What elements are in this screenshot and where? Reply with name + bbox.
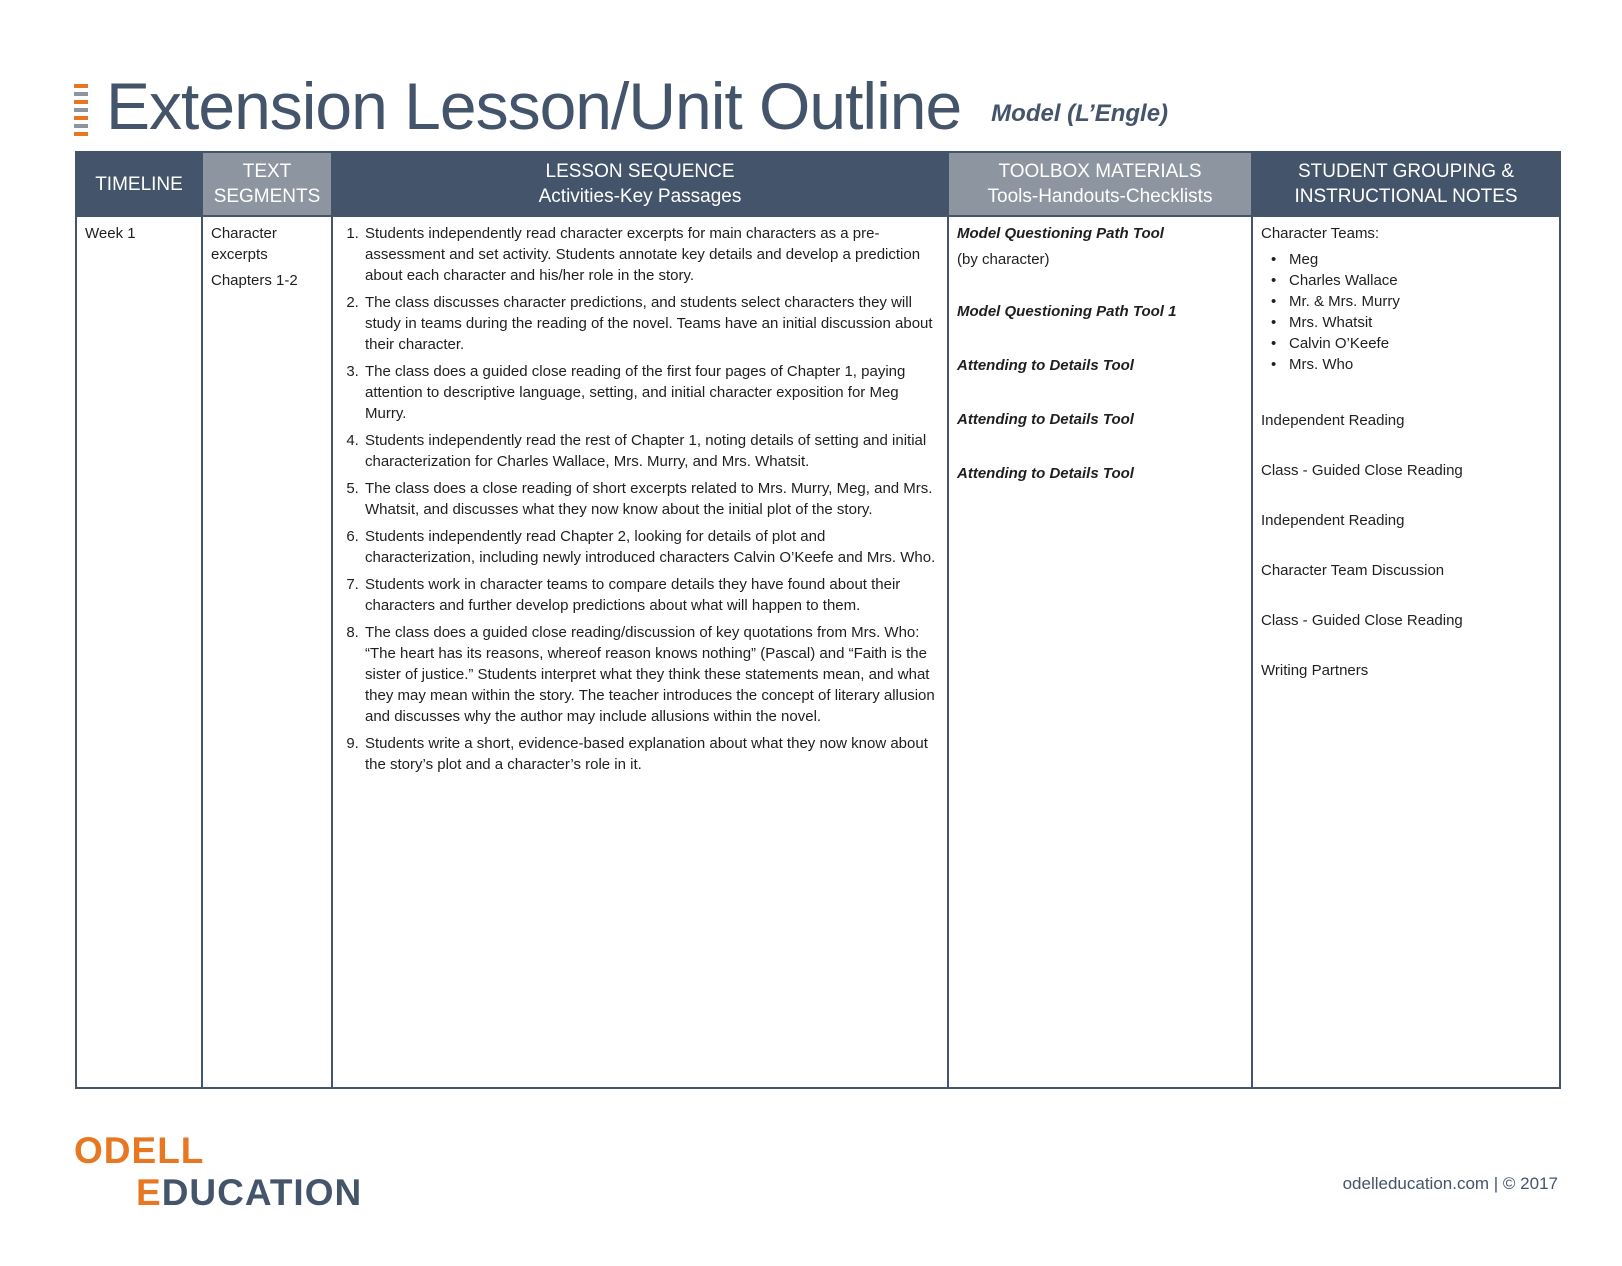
grouping-note: Independent Reading [1261, 412, 1405, 429]
list-item: 4. Students independently read the rest of Chapter 1, noting details of setting and initial characterization for Charles Wallace, Mrs. Murry, and Mrs. Whatsit. [363, 430, 939, 472]
list-item: 2. The class discusses character predictions, and students select characters they will study in teams during the reading of the novel. Teams have an initial discussion about their character. [363, 292, 939, 355]
page-header [74, 62, 1168, 142]
list-item: 1. Students independently read character excerpts for main characters as a pre-assessment and set activity. Students annotate key details and develop a prediction about each character and his/her role in the story. [363, 223, 939, 286]
toolbox-item: Attending to Details Tool [957, 357, 1134, 374]
page-title: Extension Lesson/Unit Outline [106, 69, 962, 143]
table-header-row [76, 152, 1560, 216]
list-item: 3. The class does a guided close reading of the first four pages of Chapter 1, paying attention to descriptive language, setting, and initial character exposition for Meg Murry. [363, 361, 939, 424]
lesson-sequence-cell [332, 216, 948, 1088]
grouping-note: Character Team Discussion [1261, 562, 1445, 579]
accent-bars-icon [74, 84, 88, 136]
segment-item: Chapters 1-2 [211, 272, 298, 289]
table-row [76, 216, 1560, 1088]
list-item: • Mrs. Whatsit [1289, 312, 1551, 333]
list-item: • Meg [1289, 249, 1551, 270]
col-header-lesson-sequence: LESSON SEQUENCE Activities-Key Passages [332, 152, 948, 216]
toolbox-item: Attending to Details Tool [957, 411, 1134, 428]
text-segments-cell [202, 216, 332, 1088]
list-item: • Calvin O’Keefe [1289, 333, 1551, 354]
col-header-timeline: TIMELINE [76, 152, 202, 216]
teams-list [1261, 249, 1551, 375]
col-header-toolbox: TOOLBOX MATERIALS Tools-Handouts-Checklists [948, 152, 1252, 216]
grouping-note: Independent Reading [1261, 512, 1405, 529]
toolbox-item: Attending to Details Tool [957, 465, 1134, 482]
list-item: • Charles Wallace [1289, 270, 1551, 291]
grouping-cell [1252, 216, 1560, 1088]
grouping-note: Class - Guided Close Reading [1261, 612, 1463, 629]
toolbox-item-note: (by character) [957, 251, 1050, 268]
toolbox-item: Model Questioning Path Tool [957, 225, 1164, 242]
grouping-note: Writing Partners [1261, 662, 1369, 679]
list-item: 7. Students work in character teams to compare details they have found about their characters and further develop predictions about what will happen to them. [363, 574, 939, 616]
teams-label: Character Teams: [1261, 225, 1380, 242]
lesson-sequence-list [341, 223, 939, 775]
list-item: 6. Students independently read Chapter 2, looking for details of plot and characterization, including newly introduced characters Calvin O’Keefe and Mrs. Who. [363, 526, 939, 568]
list-item: • Mr. & Mrs. Murry [1289, 291, 1551, 312]
segment-item: Character excerpts [211, 225, 277, 263]
timeline-cell [76, 216, 202, 1088]
outline-table [75, 151, 1561, 1089]
timeline-week: Week 1 [85, 225, 136, 242]
list-item: 5. The class does a close reading of short excerpts related to Mrs. Murry, Meg, and Mrs. Whatsit, and discusses what they now know about the initial plot of the story. [363, 478, 939, 520]
odell-education-logo: OD E LL E DUCATION [74, 1130, 363, 1213]
col-header-grouping: STUDENT GROUPING & INSTRUCTIONAL NOTES [1252, 152, 1560, 216]
toolbox-cell [948, 216, 1252, 1088]
footer-copyright: odelleducation.com | © 2017 [1342, 1174, 1558, 1193]
col-header-text-segments: TEXT SEGMENTS [202, 152, 332, 216]
page-subtitle: Model (L’Engle) [991, 100, 1169, 127]
list-item: • Mrs. Who [1289, 354, 1551, 375]
list-item: 8. The class does a guided close reading/discussion of key quotations from Mrs. Who: “The heart has its reasons, whereof reason knows nothing” (Pascal) and “Faith is the sister of justice.” Students interpret what they think these statements mean, and what they may mean within the story. The teacher introduces the concept of literary allusion and discusses why the author may include allusions within the novel. [363, 622, 939, 727]
list-item: 9. Students write a short, evidence-based explanation about what they now know about the story’s plot and a character’s role in it. [363, 733, 939, 775]
grouping-note: Class - Guided Close Reading [1261, 462, 1463, 479]
toolbox-item: Model Questioning Path Tool 1 [957, 303, 1177, 320]
